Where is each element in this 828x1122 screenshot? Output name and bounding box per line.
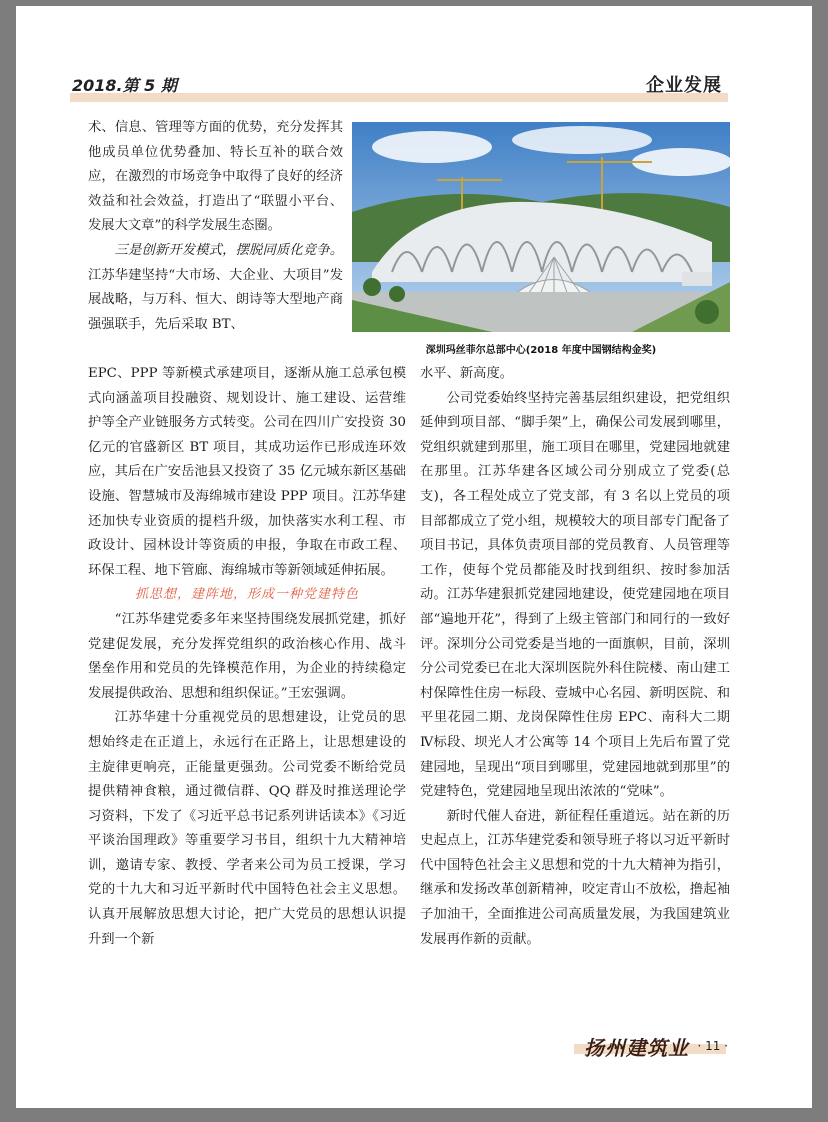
- page-header: [70, 72, 728, 102]
- left-column: [88, 362, 406, 952]
- paragraph: [88, 239, 343, 337]
- paragraph: 江苏华建十分重视党员的思想建设，让党员的思想始终走在正道上，永远行在正路上，让思想建设的主旋律更响亮，正能量更强劲。公司党委不断给党员提供精神食粮，通过微信群、QQ 群及时推送理论学习资料，下发了《习近平总书记系列讲话读本》《习近平谈治国理政》等重要学习书目，组织十九大精神培训，邀请专家、教授、学者来公司为员工授课，学习党的十九大和习近平新时代中国特色社会主义思想。认真开展解放思想大讨论，把广大党员的思想认识提升到一个新: [88, 710, 406, 947]
- left-column-top: [88, 116, 343, 337]
- building-illustration: [352, 122, 730, 332]
- paragraph: 公司党委始终坚持完善基层组织建设，把党组织延伸到项目部、“脚手架”上，确保公司发展到哪里，党组织就建到那里，施工项目在哪里，党建园地就建在那里。江苏华建各区域公司分别成立了党委(总支)，各工程处成立了党支部，有 3 名以上党员的项目部都成立了党小组，规模较大的项目部专门配备了项目书记，具体负责项目部的党员教育、人员管理等工作，使每个党员都能及时找到组织、按时参加活动。江苏华建狠抓党建园地建设，使党建园地在项目部“遍地开花”，得到了上级主管部门和同行的一致好评。深圳分公司党委是当地的一面旗帜，目前，深圳分公司党委已在北大深圳医院外科住院楼、南山建工村保障性住房一标段、壹城中心名园、新明医院、和平里花园二期、龙岗保障性住房 EPC、南科大二期Ⅳ标段、坝光人才公寓等 14 个项目上先后布置了党建园地，呈现出“项目到哪里，党建园地就到那里”的党建特色，党建园地呈现出浓浓的“党味”。: [420, 390, 730, 800]
- paragraph-body: 江苏华建坚持“大市场、大企业、大项目”发展战略，与万科、恒大、朗诗等大型地产商强强联手，先后采取 BT、: [88, 267, 343, 332]
- paragraph: 新时代催人奋进，新征程任重道远。站在新的历史起点上，江苏华建党委和领导班子将以习近平新时代中国特色社会主义思想和党的十九大精神为指引，继承和发扬改革创新精神，咬定青山不放松，撸起袖子加油干，全面推进公司高质量发展，为我国建筑业发展再作新的贡献。: [420, 808, 730, 947]
- section-subheading: 抓思想，建阵地，形成一种党建特色: [134, 587, 359, 603]
- paragraph: 术、信息、管理等方面的优势，充分发挥其他成员单位优势叠加、特长互补的联合效应，在激烈的市场竞争中取得了良好的经济效益和社会效益，打造出了“联盟小平台、发展大文章”的科学发展生态圈。: [88, 120, 343, 234]
- section-title: 企业发展: [646, 75, 722, 96]
- paragraph-lead: 三是创新开发模式，摆脱同质化竞争。: [114, 242, 343, 258]
- issue-label: 2018.第 5 期: [72, 76, 177, 95]
- page-number: · 11 ·: [697, 1039, 728, 1053]
- paragraph: 水平、新高度。: [420, 366, 514, 381]
- paragraph: EPC、PPP 等新模式承建项目，逐渐从施工总承包模式向涵盖项目投融资、规划设计、施工建设、运营维护等全产业链服务方式转变。公司在四川广安投资 30 亿元的官盛新区 BT 项目，其成功运作已形成连环效应，其后在广安岳池县又投资了 35 亿元城东新区基础设施、智慧城市及海绵城市建设 PPP 项目。江苏华建还加快专业资质的提档升级，加快落实水利工程、市政设计、园林设计等资质的申报，争取在市政工程、环保工程、地下管廊、海绵城市等新领域延伸拓展。: [88, 366, 406, 578]
- right-column: [420, 362, 730, 952]
- magazine-logo: 扬州建筑业: [584, 1036, 689, 1060]
- building-photo: [352, 122, 730, 332]
- page-footer: [574, 1034, 734, 1060]
- paragraph: “江苏华建党委多年来坚持围绕发展抓党建，抓好党建促发展，充分发挥党组织的政治核心作用、战斗堡垒作用和党员的先锋模范作用，为企业的持续稳定发展提供政治、思想和组织保证。”王宏强调。: [88, 611, 406, 701]
- photo-caption: 深圳玛丝菲尔总部中心(2018 年度中国钢结构金奖): [425, 345, 657, 356]
